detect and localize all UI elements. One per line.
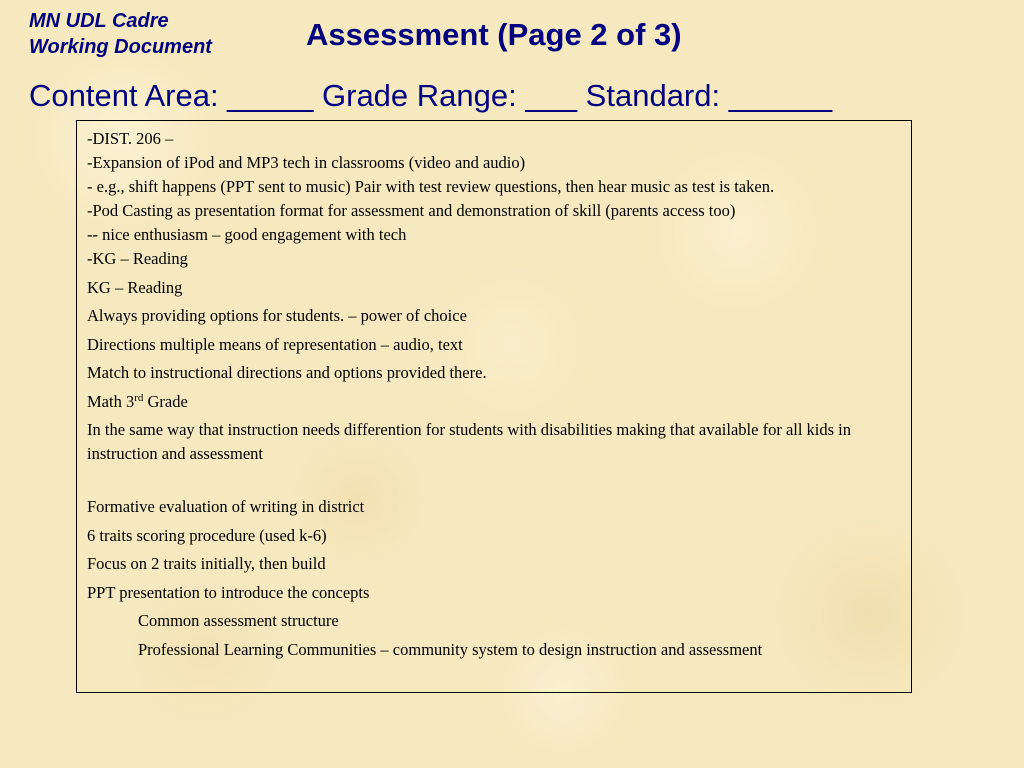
cadre-label-line2: Working Document xyxy=(29,36,212,58)
math-grade-suffix: Grade xyxy=(143,391,188,411)
note-line: -Expansion of iPod and MP3 tech in classrooms (video and audio) xyxy=(87,153,526,172)
math-grade-superscript: rd xyxy=(134,391,144,404)
note-line: -KG – Reading xyxy=(87,249,188,268)
note-line: -Pod Casting as presentation format for assessment and demonstration of skill (parents access too) xyxy=(87,201,736,220)
note-directions-representation: Directions multiple means of representation – audio, text xyxy=(87,334,463,354)
notes-first-block xyxy=(87,127,901,271)
note-six-traits: 6 traits scoring procedure (used k-6) xyxy=(87,525,327,545)
note-math-grade xyxy=(87,390,901,414)
math-grade-prefix: Math 3 xyxy=(87,391,135,411)
note-formative-evaluation: Formative evaluation of writing in district xyxy=(87,497,365,516)
note-differentiation: In the same way that instruction needs differention for students with disabilities making that available for all kids in instruction and assessment xyxy=(87,420,852,463)
note-kg-reading: KG – Reading xyxy=(87,277,183,297)
note-plc: Professional Learning Communities – community system to design instruction and assessment xyxy=(138,639,763,659)
cadre-label xyxy=(29,8,212,60)
note-focus-traits: Focus on 2 traits initially, then build xyxy=(87,554,326,573)
note-line: -- nice enthusiasm – good engagement with tech xyxy=(87,225,407,244)
note-options-choice: Always providing options for students. – power of choice xyxy=(87,306,467,325)
note-common-structure: Common assessment structure xyxy=(138,611,339,630)
note-line: -DIST. 206 – xyxy=(87,129,174,148)
note-ppt-intro: PPT presentation to introduce the concepts xyxy=(87,582,370,602)
cadre-label-line1: MN UDL Cadre xyxy=(29,10,169,32)
subtitle-fields: Content Area: _____ Grade Range: ___ Standard: ______ xyxy=(29,78,833,113)
notes-box xyxy=(76,120,912,693)
note-line: - e.g., shift happens (PPT sent to music) Pair with test review questions, then hear music as test is taken. xyxy=(87,177,775,196)
page-title: Assessment (Page 2 of 3) xyxy=(306,17,682,52)
note-match-directions: Match to instructional directions and options provided there. xyxy=(87,363,487,382)
